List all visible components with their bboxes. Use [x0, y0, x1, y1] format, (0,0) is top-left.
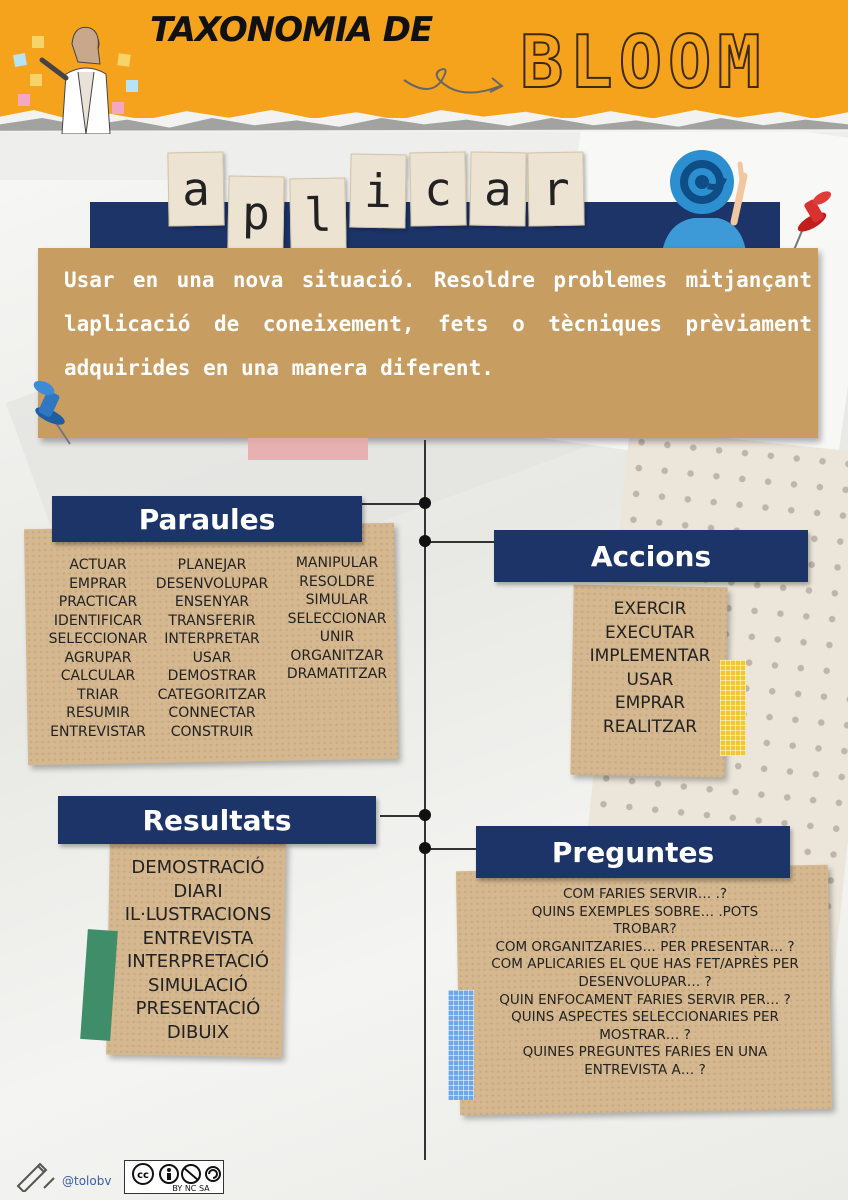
word: CATEGORITZAR: [157, 686, 267, 703]
word: INTERPRETAR: [164, 631, 260, 647]
list-item: INTERPRETACIÓ: [126, 951, 270, 972]
word: SELECCIONAR: [48, 631, 148, 647]
word: RESOLDRE: [299, 573, 375, 590]
timeline-branch: [426, 541, 496, 543]
word: SELECCIONAR: [287, 610, 387, 627]
list-item: QUIN ENFOCAMENT FARIES SERVIR PER… ?: [499, 991, 791, 1008]
word: PRACTICAR: [58, 594, 138, 610]
word: UNIR: [319, 629, 355, 645]
list-item: QUINS EXEMPLES SOBRE… .POTS: [531, 903, 759, 920]
word: IDENTIFICAR: [53, 612, 143, 629]
timeline-line: [424, 440, 426, 1160]
letter-tile: a: [469, 152, 526, 227]
timeline-dot: [419, 842, 431, 854]
paraules-label: Paraules: [52, 496, 362, 542]
list-item: DEMOSTRACIÓ: [131, 857, 265, 878]
letter-tile: a: [167, 152, 224, 227]
letter-tile: i: [349, 154, 406, 229]
letter-tile: c: [409, 152, 466, 227]
word: PLANEJAR: [177, 557, 247, 573]
creative-commons-icon: [129, 1163, 221, 1185]
title-line-2: BLOOM: [520, 20, 767, 104]
word: MANIPULAR: [295, 555, 379, 571]
yellow-tape: [720, 660, 746, 756]
list-item: EXERCIR: [613, 599, 687, 619]
paraules-column-2: [152, 556, 272, 741]
list-item: DIBUIX: [166, 1021, 230, 1043]
pink-tape: [248, 438, 368, 460]
list-item: ENTREVISTA A… ?: [584, 1061, 706, 1078]
list-item: QUINES PREGUNTES FARIES EN UNA: [522, 1044, 768, 1061]
word: SIMULAR: [305, 592, 369, 608]
list-item: USAR: [626, 669, 674, 690]
word: ENTREVISTAR: [50, 723, 146, 740]
letter-tile: p: [227, 176, 284, 251]
resultats-list: [112, 856, 284, 1044]
preguntes-label: Preguntes: [476, 826, 790, 878]
list-item: EXECUTAR: [605, 622, 695, 643]
word: DESENVOLUPAR: [155, 575, 269, 592]
arrow-icon: [400, 60, 510, 100]
red-pushpin-icon: [784, 190, 832, 254]
definition-text: Usar en una nova situació. Resoldre problemes mitjançant laplicació de coneixement, fets o tècniques prèviament adquirides en una manera diferent.: [64, 268, 812, 380]
list-item: EMPRAR: [614, 693, 686, 713]
list-item: MOSTRAR… ?: [599, 1026, 691, 1043]
list-item: DESENVOLUPAR… ?: [578, 973, 712, 990]
paraules-column-3: [280, 554, 394, 684]
letter-tile: l: [289, 178, 346, 253]
preguntes-list: [470, 886, 820, 1080]
list-item: COM APLICARIES EL QUE HAS FET/APRÈS PER: [491, 956, 799, 973]
author-handle: @tolobv: [62, 1174, 112, 1188]
timeline-branch: [360, 503, 426, 505]
word: DRAMATITZAR: [286, 666, 388, 682]
word: AGRUPAR: [64, 649, 132, 666]
resultats-label: Resultats: [58, 796, 376, 844]
timeline-dot: [419, 809, 431, 821]
blue-pushpin-icon: [30, 376, 78, 448]
list-item: DIARI: [173, 880, 223, 902]
svg-text:cc: cc: [137, 1170, 149, 1181]
word: USAR: [192, 649, 232, 666]
pencil-icon: [14, 1158, 58, 1192]
word: TRIAR: [77, 686, 119, 703]
list-item: COM ORGANITZARIES… PER PRESENTAR… ?: [495, 938, 795, 955]
word: EMPRAR: [69, 575, 127, 592]
list-item: PRESENTACIÓ: [135, 998, 261, 1019]
timeline-dot: [419, 497, 431, 509]
word: CONSTRUIR: [170, 723, 254, 740]
list-item: IL·LUSTRACIONS: [124, 904, 272, 925]
title-line-1: TAXONOMIA DE: [150, 10, 433, 50]
list-item: COM FARIES SERVIR… .?: [562, 886, 728, 902]
paraules-column-1: [42, 556, 154, 741]
letter-tile: r: [527, 152, 584, 227]
list-item: IMPLEMENTAR: [589, 646, 711, 666]
word: ENSENYAR: [174, 594, 250, 610]
list-item: SIMULACIÓ: [148, 974, 248, 996]
word: DEMOSTRAR: [167, 668, 257, 684]
list-item: TROBAR?: [613, 921, 677, 938]
word: CONNECTAR: [168, 705, 256, 721]
word: ACTUAR: [69, 557, 127, 573]
license-label: BY NC SA: [172, 1184, 210, 1193]
teacher-illustration-icon: [8, 14, 148, 134]
list-item: REALITZAR: [602, 716, 698, 737]
timeline-branch: [426, 848, 478, 850]
list-item: ENTREVISTA: [142, 927, 254, 949]
word: ORGANITZAR: [290, 647, 384, 664]
accions-label: Accions: [494, 530, 808, 582]
word: RESUMIR: [66, 705, 130, 721]
list-item: QUINS ASPECTES SELECCIONARIES PER: [511, 1009, 779, 1026]
word: CALCULAR: [60, 668, 136, 684]
cc-license-badge: [124, 1160, 224, 1194]
word: TRANSFERIR: [168, 612, 256, 629]
timeline-dot: [419, 535, 431, 547]
at-sign-mascot-icon: [648, 136, 758, 252]
accions-list: [578, 598, 722, 739]
